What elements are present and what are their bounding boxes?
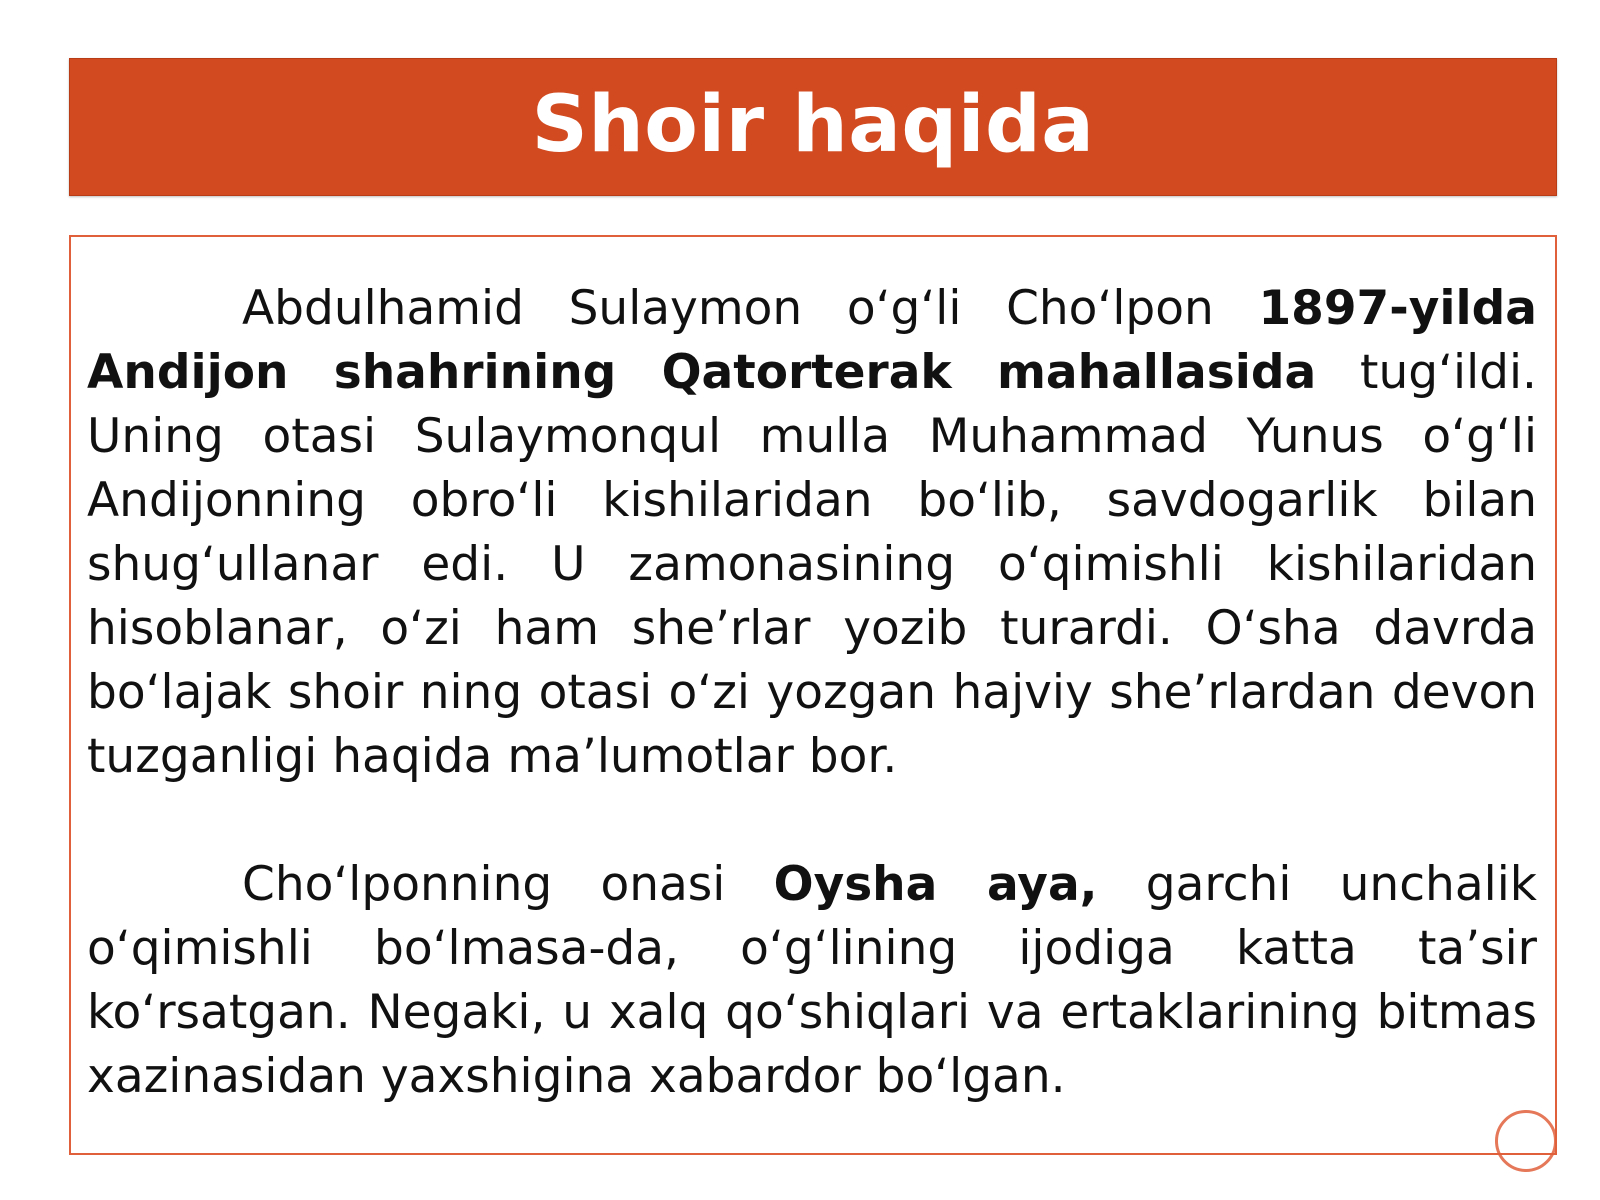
paragraph-mother xyxy=(87,853,1537,1109)
paragraph-2-text-2: garchi unchalik o‘qimishli bo‘lmasa-da, o‘g‘lining ijodiga katta ta’sir ko‘rsatgan. Negaki, u xalq qo‘shiqlari va ertaklarining bitmas xazinasidan yaxshigina xabardor bo‘lgan. xyxy=(87,857,1537,1104)
paragraph-1-text-2: tug‘ildi. Uning otasi Sulaymonqul mulla Muhammad Yunus o‘g‘li Andijonning obro‘li kishilaridan bo‘lib, savdogarlik bilan shug‘ullanar edi. U zamonasining o‘qimishli kishilaridan hisoblanar, o‘zi ham she’rlar yozib turardi. O‘sha davrda bo‘lajak shoir ning otasi o‘zi yozgan hajviy she’rlardan devon tuzganligi haqida ma’lumotlar bor. xyxy=(87,345,1537,784)
corner-circle-decoration xyxy=(1495,1110,1557,1172)
page-title: Shoir haqida xyxy=(531,80,1095,170)
paragraph-2-bold-mother: Oysha aya, xyxy=(773,857,1098,912)
paragraph-1-text-1: Abdulhamid Sulaymon o‘g‘li Cho‘lpon xyxy=(242,281,1259,336)
paragraph-biography xyxy=(87,277,1537,789)
paragraph-2-text-1: Cho‘lponning onasi xyxy=(242,857,774,912)
content-box xyxy=(69,235,1557,1155)
paragraph-1-bold-birth: 1897-yilda Andijon shahrining Qatorterak mahallasida xyxy=(87,281,1537,400)
title-banner xyxy=(69,58,1557,196)
